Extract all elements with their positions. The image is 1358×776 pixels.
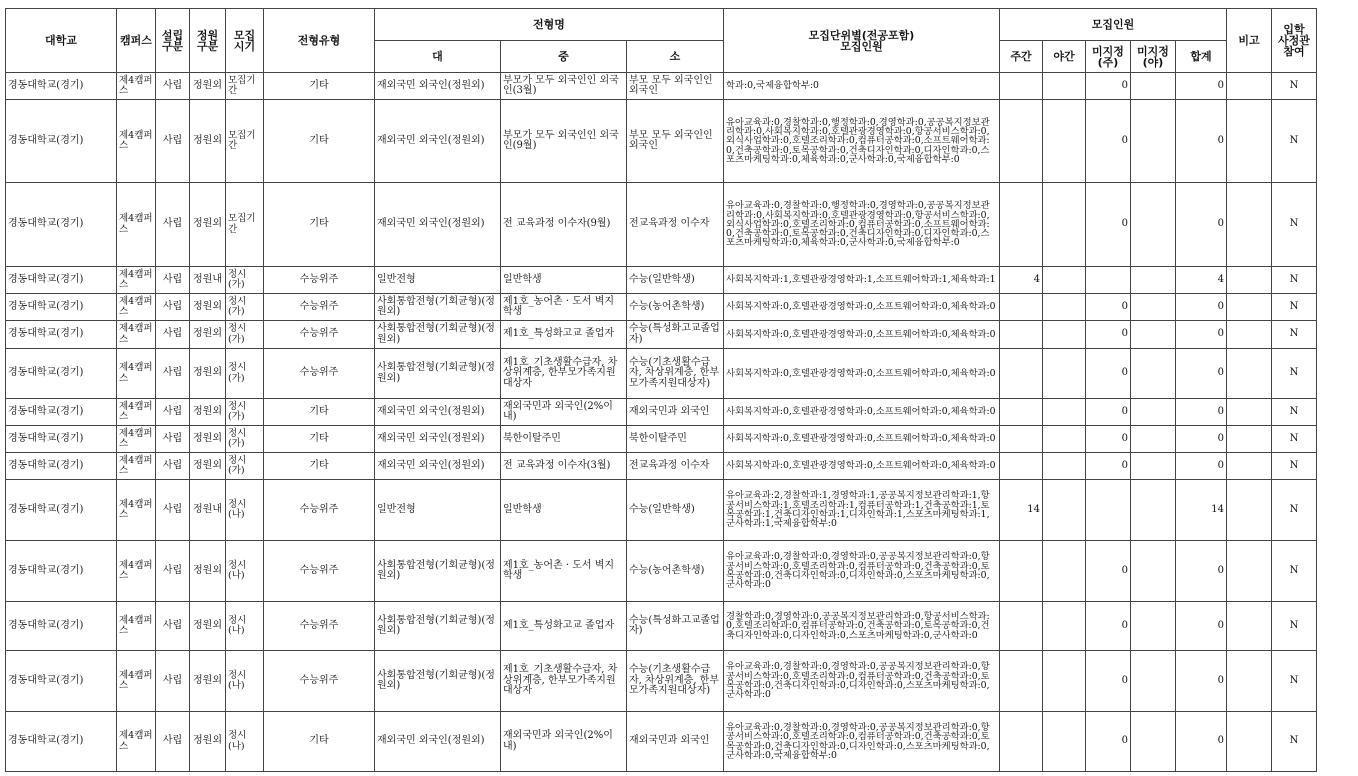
cell-undecided-night — [1131, 100, 1176, 183]
cell-establish: 사립 — [156, 651, 190, 712]
cell-quota: 정원외 — [190, 321, 226, 349]
cell-name-mid: 제1호_특성화고교 졸업자 — [501, 321, 627, 349]
cell-quota: 정원외 — [190, 426, 226, 453]
cell-period: 정시(가) — [226, 453, 264, 480]
cell-units: 유아교육과:0,경찰학과:0,경영학과:0,공공복지정보관리학과:0,항공서비스학과:0,호텔조리학과:0,컴퓨터공학과:0,건축공학과:0,토목공학과:0,건축디자인학과:0,디자인학과:0,스포츠마케팅학과:0,군사학과:0 — [724, 651, 1000, 712]
table-row — [6, 321, 1317, 349]
cell-establish: 사립 — [156, 602, 190, 651]
cell-name-small: 북한이탈주민 — [627, 426, 724, 453]
cell-campus: 제4캠퍼스 — [117, 349, 156, 399]
cell-night — [1043, 453, 1086, 480]
cell-name-small: 수능(농어촌학생) — [627, 294, 724, 321]
cell-name-small: 수능(기초생활수급자, 차상위계층, 한부모가족지원대상자) — [627, 349, 724, 399]
cell-undecided-night — [1131, 321, 1176, 349]
cell-undecided-day: 0 — [1086, 73, 1131, 100]
cell-undecided-day: 0 — [1086, 349, 1131, 399]
cell-name-mid: 부모가 모두 외국인인 외국인(3월) — [501, 73, 627, 100]
cell-total: 0 — [1176, 712, 1227, 772]
cell-note — [1227, 602, 1272, 651]
cell-campus: 제4캠퍼스 — [117, 480, 156, 541]
cell-night — [1043, 399, 1086, 426]
cell-day — [1000, 321, 1043, 349]
header-name-mid: 중 — [501, 41, 627, 73]
cell-units: 사회복지학과:0,호텔관광경영학과:0,소프트웨어학과:0,체육학과:0 — [724, 294, 1000, 321]
cell-period: 모집기간 — [226, 100, 264, 183]
cell-period: 정시(가) — [226, 294, 264, 321]
cell-name-small: 수능(기초생활수급자, 차상위계층, 한부모가족지원대상자) — [627, 651, 724, 712]
cell-officer: N — [1272, 480, 1317, 541]
cell-type: 기타 — [264, 712, 375, 772]
cell-undecided-day: 0 — [1086, 426, 1131, 453]
cell-campus: 제4캠퍼스 — [117, 453, 156, 480]
cell-total: 0 — [1176, 294, 1227, 321]
cell-undecided-night — [1131, 480, 1176, 541]
cell-name-large: 사회통합전형(기회균형)(정원외) — [375, 321, 501, 349]
cell-day — [1000, 294, 1043, 321]
cell-note — [1227, 321, 1272, 349]
cell-units: 사회복지학과:0,호텔관광경영학과:0,소프트웨어학과:0,체육학과:0 — [724, 349, 1000, 399]
cell-name-large: 재외국민 외국인(정원외) — [375, 453, 501, 480]
cell-campus: 제4캠퍼스 — [117, 321, 156, 349]
cell-name-large: 재외국민 외국인(정원외) — [375, 426, 501, 453]
cell-undecided-night — [1131, 453, 1176, 480]
cell-total: 0 — [1176, 453, 1227, 480]
table-body — [6, 73, 1317, 772]
cell-establish: 사립 — [156, 541, 190, 602]
cell-day — [1000, 541, 1043, 602]
cell-univ: 경동대학교(경기) — [6, 183, 117, 267]
header-name-large: 대 — [375, 41, 501, 73]
cell-quota: 정원외 — [190, 100, 226, 183]
cell-officer: N — [1272, 399, 1317, 426]
cell-type: 기타 — [264, 426, 375, 453]
cell-day — [1000, 399, 1043, 426]
cell-name-mid: 제1호_특성화고교 졸업자 — [501, 602, 627, 651]
cell-note — [1227, 183, 1272, 267]
cell-officer: N — [1272, 321, 1317, 349]
cell-units: 사회복지학과:0,호텔관광경영학과:0,소프트웨어학과:0,체육학과:0 — [724, 426, 1000, 453]
cell-establish: 사립 — [156, 453, 190, 480]
header-undecided-night: 미지정 (야) — [1131, 41, 1176, 73]
cell-univ: 경동대학교(경기) — [6, 453, 117, 480]
cell-total: 0 — [1176, 541, 1227, 602]
cell-undecided-day — [1086, 267, 1131, 294]
cell-day — [1000, 453, 1043, 480]
cell-name-mid: 전 교육과정 이수자(9월) — [501, 183, 627, 267]
header-name-small: 소 — [627, 41, 724, 73]
table-row — [6, 541, 1317, 602]
cell-total: 0 — [1176, 399, 1227, 426]
cell-campus: 제4캠퍼스 — [117, 100, 156, 183]
cell-univ: 경동대학교(경기) — [6, 651, 117, 712]
cell-undecided-night — [1131, 267, 1176, 294]
cell-undecided-day: 0 — [1086, 294, 1131, 321]
cell-note — [1227, 426, 1272, 453]
cell-campus: 제4캠퍼스 — [117, 602, 156, 651]
cell-univ: 경동대학교(경기) — [6, 712, 117, 772]
cell-note — [1227, 399, 1272, 426]
cell-name-small: 수능(특성화고교졸업자) — [627, 602, 724, 651]
cell-name-large: 사회통합전형(기회균형)(정원외) — [375, 541, 501, 602]
cell-day — [1000, 651, 1043, 712]
header-undecided-day: 미지정 (주) — [1086, 41, 1131, 73]
cell-officer: N — [1272, 294, 1317, 321]
cell-day — [1000, 602, 1043, 651]
cell-period: 정시(가) — [226, 349, 264, 399]
cell-quota: 정원외 — [190, 602, 226, 651]
cell-note — [1227, 73, 1272, 100]
cell-units: 유아교육과:0,경찰학과:0,행정학과:0,경영학과:0,공공복지정보관리학과:0,사회복지학과:0,호텔관광경영학과:0,항공서비스학과:0,외식사업학과:0,호텔조리학과:0,컴퓨터공학과:0,소프트웨어학과:0,건축공학과:0,토목공학과:0,건축디자인학과:0,디자인학과:0,스포츠마케팅학과:0,체육학과:0,군사학과:0,국제융합학부:0 — [724, 183, 1000, 267]
cell-officer: N — [1272, 453, 1317, 480]
cell-name-mid: 일반학생 — [501, 480, 627, 541]
cell-undecided-night — [1131, 73, 1176, 100]
cell-note — [1227, 651, 1272, 712]
cell-type: 기타 — [264, 453, 375, 480]
cell-undecided-day: 0 — [1086, 453, 1131, 480]
cell-name-small: 부모 모두 외국인인 외국인 — [627, 100, 724, 183]
table-header — [6, 9, 1317, 73]
cell-night — [1043, 73, 1086, 100]
cell-establish: 사립 — [156, 426, 190, 453]
cell-name-small: 전교육과정 이수자 — [627, 183, 724, 267]
cell-campus: 제4캠퍼스 — [117, 294, 156, 321]
cell-campus: 제4캠퍼스 — [117, 541, 156, 602]
header-note: 비고 — [1227, 9, 1272, 73]
cell-night — [1043, 183, 1086, 267]
cell-name-large: 일반전형 — [375, 267, 501, 294]
cell-note — [1227, 349, 1272, 399]
cell-establish: 사립 — [156, 267, 190, 294]
cell-establish: 사립 — [156, 294, 190, 321]
cell-univ: 경동대학교(경기) — [6, 349, 117, 399]
cell-units: 유아교육과:0,경찰학과:0,경영학과:0,공공복지정보관리학과:0,항공서비스학과:0,호텔조리학과:0,컴퓨터공학과:0,건축공학과:0,토목공학과:0,건축디자인학과:0,디자인학과:0,스포츠마케팅학과:0,군사학과:0,국제융합학부:0 — [724, 712, 1000, 772]
cell-note — [1227, 267, 1272, 294]
cell-quota: 정원외 — [190, 651, 226, 712]
header-officer: 입학 사정관 참여 — [1272, 9, 1317, 73]
cell-univ: 경동대학교(경기) — [6, 100, 117, 183]
cell-univ: 경동대학교(경기) — [6, 267, 117, 294]
cell-name-small: 재외국민과 외국인 — [627, 712, 724, 772]
cell-name-small: 수능(농어촌학생) — [627, 541, 724, 602]
header-name-group: 전형명 — [375, 9, 724, 41]
cell-name-large: 사회통합전형(기회균형)(정원외) — [375, 349, 501, 399]
cell-officer: N — [1272, 349, 1317, 399]
cell-univ: 경동대학교(경기) — [6, 541, 117, 602]
cell-establish: 사립 — [156, 73, 190, 100]
cell-officer: N — [1272, 602, 1317, 651]
cell-univ: 경동대학교(경기) — [6, 73, 117, 100]
cell-type: 수능위주 — [264, 602, 375, 651]
cell-undecided-day: 0 — [1086, 399, 1131, 426]
cell-undecided-night — [1131, 712, 1176, 772]
cell-total: 0 — [1176, 100, 1227, 183]
cell-day — [1000, 712, 1043, 772]
cell-name-large: 재외국민 외국인(정원외) — [375, 183, 501, 267]
cell-establish: 사립 — [156, 349, 190, 399]
cell-quota: 정원외 — [190, 294, 226, 321]
table-row — [6, 349, 1317, 399]
cell-officer: N — [1272, 73, 1317, 100]
table-row — [6, 426, 1317, 453]
cell-name-large: 사회통합전형(기회균형)(정원외) — [375, 651, 501, 712]
cell-type: 수능위주 — [264, 267, 375, 294]
cell-night — [1043, 651, 1086, 712]
cell-total: 0 — [1176, 426, 1227, 453]
table-row — [6, 294, 1317, 321]
cell-establish: 사립 — [156, 183, 190, 267]
cell-officer: N — [1272, 426, 1317, 453]
cell-univ: 경동대학교(경기) — [6, 321, 117, 349]
cell-campus: 제4캠퍼스 — [117, 267, 156, 294]
header-night: 야간 — [1043, 41, 1086, 73]
header-univ: 대학교 — [6, 9, 117, 73]
cell-name-mid: 재외국민과 외국인(2%이내) — [501, 712, 627, 772]
cell-night — [1043, 349, 1086, 399]
cell-establish: 사립 — [156, 100, 190, 183]
cell-note — [1227, 294, 1272, 321]
table-row — [6, 480, 1317, 541]
cell-quota: 정원외 — [190, 349, 226, 399]
cell-period: 정시(나) — [226, 712, 264, 772]
table-row — [6, 73, 1317, 100]
cell-note — [1227, 480, 1272, 541]
cell-units: 사회복지학과:0,호텔관광경영학과:0,소프트웨어학과:0,체육학과:0 — [724, 321, 1000, 349]
cell-campus: 제4캠퍼스 — [117, 399, 156, 426]
cell-type: 기타 — [264, 183, 375, 267]
cell-units: 경찰학과:0,경영학과:0,공공복지정보관리학과:0,항공서비스학과:0,호텔조리학과:0,컴퓨터공학과:0,건축공학과:0,토목공학과:0,건축디자인학과:0,디자인학과:0,스포츠마케팅학과:0,군사학과:0 — [724, 602, 1000, 651]
cell-day — [1000, 426, 1043, 453]
cell-name-large: 사회통합전형(기회균형)(정원외) — [375, 602, 501, 651]
cell-units: 사회복지학과:1,호텔관광경영학과:1,소프트웨어학과:1,체육학과:1 — [724, 267, 1000, 294]
cell-undecided-day: 0 — [1086, 183, 1131, 267]
cell-name-small: 수능(특성화고교졸업자) — [627, 321, 724, 349]
cell-units: 사회복지학과:0,호텔관광경영학과:0,소프트웨어학과:0,체육학과:0 — [724, 399, 1000, 426]
cell-univ: 경동대학교(경기) — [6, 399, 117, 426]
cell-establish: 사립 — [156, 321, 190, 349]
cell-units: 유아교육과:0,경찰학과:0,행정학과:0,경영학과:0,공공복지정보관리학과:0,사회복지학과:0,호텔관광경영학과:0,항공서비스학과:0,외식사업학과:0,호텔조리학과:0,컴퓨터공학과:0,소프트웨어학과:0,건축공학과:0,토목공학과:0,건축디자인학과:0,디자인학과:0,스포츠마케팅학과:0,체육학과:0,군사학과:0,국제융합학부:0 — [724, 100, 1000, 183]
table-row — [6, 183, 1317, 267]
cell-name-large: 재외국민 외국인(정원외) — [375, 712, 501, 772]
cell-night — [1043, 100, 1086, 183]
cell-name-large: 재외국민 외국인(정원외) — [375, 73, 501, 100]
table-row — [6, 651, 1317, 712]
header-unit-group: 모집단위별(전공포함) 모집인원 — [724, 9, 1000, 73]
cell-name-large: 재외국민 외국인(정원외) — [375, 399, 501, 426]
cell-undecided-night — [1131, 651, 1176, 712]
header-period: 모집 시기 — [226, 9, 264, 73]
admissions-table — [5, 8, 1317, 772]
cell-type: 수능위주 — [264, 651, 375, 712]
cell-name-mid: 전 교육과정 이수자(3월) — [501, 453, 627, 480]
cell-type: 수능위주 — [264, 541, 375, 602]
table-row — [6, 267, 1317, 294]
cell-night — [1043, 294, 1086, 321]
cell-officer: N — [1272, 712, 1317, 772]
cell-units: 유아교육과:0,경찰학과:0,경영학과:0,공공복지정보관리학과:0,항공서비스학과:0,호텔조리학과:0,컴퓨터공학과:0,건축공학과:0,토목공학과:0,건축디자인학과:0,디자인학과:0,스포츠마케팅학과:0,군사학과:0 — [724, 541, 1000, 602]
cell-quota: 정원외 — [190, 453, 226, 480]
cell-undecided-day: 0 — [1086, 541, 1131, 602]
cell-quota: 정원외 — [190, 541, 226, 602]
table-row — [6, 453, 1317, 480]
cell-undecided-day: 0 — [1086, 100, 1131, 183]
cell-name-mid: 제1호_농어촌 · 도서 벽지 학생 — [501, 294, 627, 321]
cell-name-small: 수능(일반학생) — [627, 480, 724, 541]
cell-night — [1043, 426, 1086, 453]
cell-night — [1043, 480, 1086, 541]
cell-undecided-night — [1131, 183, 1176, 267]
cell-undecided-night — [1131, 426, 1176, 453]
cell-officer: N — [1272, 100, 1317, 183]
cell-officer: N — [1272, 183, 1317, 267]
cell-day: 4 — [1000, 267, 1043, 294]
cell-night — [1043, 267, 1086, 294]
cell-total: 14 — [1176, 480, 1227, 541]
cell-note — [1227, 712, 1272, 772]
cell-officer: N — [1272, 651, 1317, 712]
table-row — [6, 602, 1317, 651]
cell-day — [1000, 100, 1043, 183]
cell-undecided-day: 0 — [1086, 651, 1131, 712]
cell-name-mid: 제1호_기초생활수급자, 차상위계층, 한부모가족지원대상자 — [501, 349, 627, 399]
cell-quota: 정원외 — [190, 183, 226, 267]
cell-name-large: 재외국민 외국인(정원외) — [375, 100, 501, 183]
cell-campus: 제4캠퍼스 — [117, 73, 156, 100]
cell-name-mid: 재외국민과 외국인(2%이내) — [501, 399, 627, 426]
cell-name-mid: 제1호_농어촌 · 도서 벽지 학생 — [501, 541, 627, 602]
cell-name-large: 사회통합전형(기회균형)(정원외) — [375, 294, 501, 321]
cell-quota: 정원내 — [190, 480, 226, 541]
cell-univ: 경동대학교(경기) — [6, 294, 117, 321]
cell-total: 0 — [1176, 602, 1227, 651]
cell-campus: 제4캠퍼스 — [117, 651, 156, 712]
cell-campus: 제4캠퍼스 — [117, 712, 156, 772]
cell-quota: 정원내 — [190, 267, 226, 294]
header-count-group: 모집인원 — [1000, 9, 1227, 41]
header-day: 주간 — [1000, 41, 1043, 73]
header-campus: 캠퍼스 — [117, 9, 156, 73]
cell-period: 정시(가) — [226, 267, 264, 294]
cell-type: 수능위주 — [264, 294, 375, 321]
cell-note — [1227, 100, 1272, 183]
cell-undecided-day: 0 — [1086, 321, 1131, 349]
cell-total: 0 — [1176, 73, 1227, 100]
cell-undecided-day: 0 — [1086, 712, 1131, 772]
cell-quota: 정원외 — [190, 73, 226, 100]
cell-units: 학과:0,국제융합학부:0 — [724, 73, 1000, 100]
cell-night — [1043, 541, 1086, 602]
cell-univ: 경동대학교(경기) — [6, 426, 117, 453]
cell-undecided-night — [1131, 541, 1176, 602]
cell-period: 정시(나) — [226, 541, 264, 602]
cell-period: 모집기간 — [226, 183, 264, 267]
cell-period: 모집기간 — [226, 73, 264, 100]
cell-campus: 제4캠퍼스 — [117, 426, 156, 453]
cell-units: 사회복지학과:0,호텔관광경영학과:0,소프트웨어학과:0,체육학과:0 — [724, 453, 1000, 480]
cell-quota: 정원외 — [190, 712, 226, 772]
cell-officer: N — [1272, 267, 1317, 294]
cell-undecided-night — [1131, 602, 1176, 651]
cell-undecided-day — [1086, 480, 1131, 541]
cell-total: 0 — [1176, 183, 1227, 267]
cell-period: 정시(가) — [226, 399, 264, 426]
cell-total: 0 — [1176, 349, 1227, 399]
cell-period: 정시(가) — [226, 426, 264, 453]
cell-total: 0 — [1176, 321, 1227, 349]
cell-name-mid: 부모가 모두 외국인인 외국인(9월) — [501, 100, 627, 183]
cell-night — [1043, 602, 1086, 651]
cell-type: 기타 — [264, 100, 375, 183]
cell-day — [1000, 349, 1043, 399]
cell-name-mid: 일반학생 — [501, 267, 627, 294]
cell-name-mid: 북한이탈주민 — [501, 426, 627, 453]
cell-units: 유아교육과:2,경찰학과:1,경영학과:1,공공복지정보관리학과:1,항공서비스학과:1,호텔조리학과:1,컴퓨터공학과:1,건축공학과:1,토목공학과:1,건축디자인학과:1,디자인학과:1,스포츠마케팅학과:1,군사학과:1,국제융합학부:0 — [724, 480, 1000, 541]
cell-total: 4 — [1176, 267, 1227, 294]
cell-name-mid: 제1호_기초생활수급자, 차상위계층, 한부모가족지원대상자 — [501, 651, 627, 712]
cell-univ: 경동대학교(경기) — [6, 480, 117, 541]
cell-quota: 정원외 — [190, 399, 226, 426]
cell-type: 기타 — [264, 73, 375, 100]
cell-note — [1227, 541, 1272, 602]
cell-night — [1043, 712, 1086, 772]
cell-type: 기타 — [264, 399, 375, 426]
cell-note — [1227, 453, 1272, 480]
cell-period: 정시(나) — [226, 602, 264, 651]
cell-type: 수능위주 — [264, 480, 375, 541]
header-total: 합계 — [1176, 41, 1227, 73]
cell-undecided-night — [1131, 294, 1176, 321]
cell-undecided-night — [1131, 399, 1176, 426]
cell-univ: 경동대학교(경기) — [6, 602, 117, 651]
cell-name-small: 부모 모두 외국인인 외국인 — [627, 73, 724, 100]
cell-establish: 사립 — [156, 480, 190, 541]
cell-establish: 사립 — [156, 399, 190, 426]
cell-day — [1000, 183, 1043, 267]
cell-name-large: 일반전형 — [375, 480, 501, 541]
cell-officer: N — [1272, 541, 1317, 602]
cell-day: 14 — [1000, 480, 1043, 541]
cell-night — [1043, 321, 1086, 349]
cell-establish: 사립 — [156, 712, 190, 772]
cell-type: 수능위주 — [264, 321, 375, 349]
cell-period: 정시(가) — [226, 321, 264, 349]
header-type: 전형유형 — [264, 9, 375, 73]
cell-day — [1000, 73, 1043, 100]
cell-name-small: 재외국민과 외국인 — [627, 399, 724, 426]
header-establish: 설립 구분 — [156, 9, 190, 73]
header-quota: 정원 구분 — [190, 9, 226, 73]
table-row — [6, 100, 1317, 183]
table-row — [6, 399, 1317, 426]
cell-total: 0 — [1176, 651, 1227, 712]
cell-period: 정시(나) — [226, 480, 264, 541]
cell-name-small: 전교육과정 이수자 — [627, 453, 724, 480]
cell-campus: 제4캠퍼스 — [117, 183, 156, 267]
table-row — [6, 712, 1317, 772]
cell-undecided-day: 0 — [1086, 602, 1131, 651]
cell-period: 정시(나) — [226, 651, 264, 712]
cell-undecided-night — [1131, 349, 1176, 399]
cell-type: 수능위주 — [264, 349, 375, 399]
cell-name-small: 수능(일반학생) — [627, 267, 724, 294]
